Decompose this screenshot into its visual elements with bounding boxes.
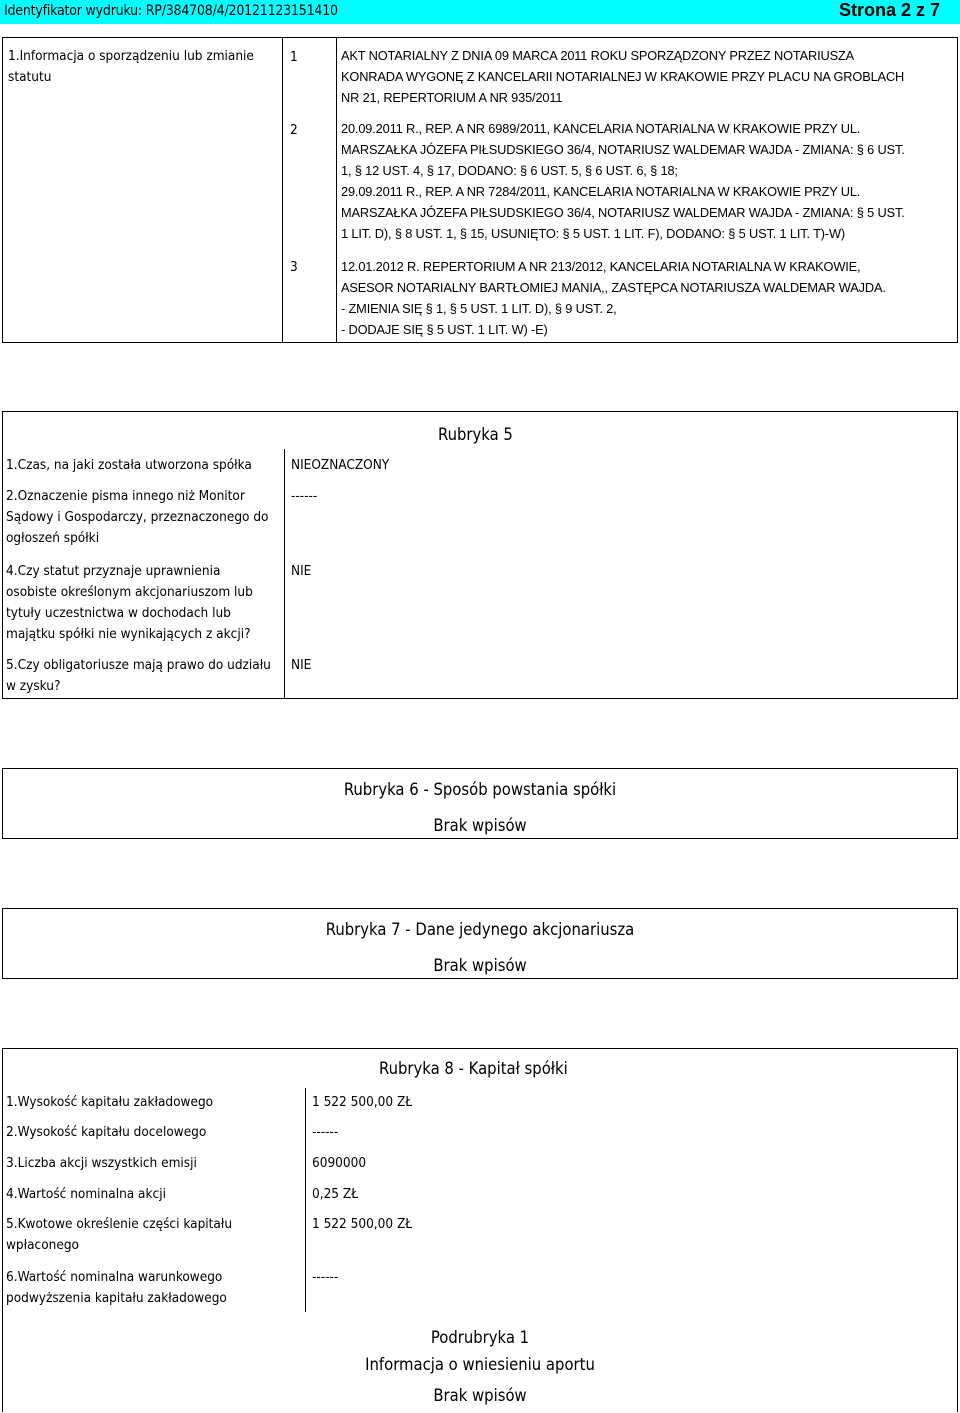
field-value: ------: [312, 1124, 339, 1140]
field-value: 0,25 ZŁ: [312, 1186, 359, 1202]
podrubryka-empty: Brak wpisów: [433, 1386, 527, 1405]
podrubryka-title: Podrubryka 1 Informacja o wniesieniu aportu: [365, 1328, 595, 1374]
field-label: 6.Wartość nominalna warunkowego podwyższenia kapitału zakładowego: [6, 1269, 227, 1306]
field-label: 2.Oznaczenie pisma innego niż Monitor Sądowy i Gospodarczy, przeznaczonego do ogłoszeń spółki: [6, 488, 269, 546]
column-divider: [336, 37, 337, 343]
statute-info-label: 1.Informacja o sporządzeniu lub zmianie statutu: [8, 48, 254, 85]
field-label: 1.Wysokość kapitału zakładowego: [6, 1094, 214, 1110]
entry-text: 12.01.2012 R. REPERTORIUM A NR 213/2012, KANCELARIA NOTARIALNA W KRAKOWIE, ASESOR NOTARIALNY BARTŁOMIEJ MANIA,, ZASTĘPCA NOTARIUSZA WALDEMAR WAJDA. - ZMIENIA SIĘ § 1, § 5 UST. 1 LIT. D), § 9 UST. 2, - DODAJE SIĘ § 5 UST. 1 LIT. W) -E): [341, 259, 886, 337]
rubryka6-title: Rubryka 6 - Sposób powstania spółki: [343, 780, 617, 799]
field-value: NIEOZNACZONY: [291, 457, 390, 473]
column-divider: [282, 37, 283, 343]
entry-text: 20.09.2011 R., REP. A NR 6989/2011, KANCELARIA NOTARIALNA W KRAKOWIE PRZY UL. MARSZAŁKA JÓZEFA PIŁSUDSKIEGO 36/4, NOTARIUSZ WALDEMAR WAJDA - ZMIANA: § 6 UST. 1, § 12 UST. 4, § 17, DODANO: § 6 UST. 5, § 6 UST. 6, § 18; 29.09.2011 R., REP. A NR 7284/2011, KANCELARIA NOTARIALNA W KRAKOWIE PRZY UL. MARSZAŁKA JÓZEFA PIŁSUDSKIEGO 36/4, NOTARIUSZ WALDEMAR WAJDA - ZMIANA: § 5 UST. 1 LIT. D), § 8 UST. 1, § 15, USUNIĘTO: § 5 UST. 1 LIT. F), DODANO: § 5 UST. 1 LIT. T)-W): [341, 121, 905, 241]
field-value: NIE: [291, 563, 312, 579]
rubryka5-title: Rubryka 5: [438, 425, 513, 444]
page-number: Strona 2 z 7: [838, 0, 940, 20]
field-value: 6090000: [312, 1155, 367, 1171]
field-value: 1 522 500,00 ZŁ: [312, 1216, 413, 1232]
field-label: 5.Czy obligatoriusze mają prawo do udziału w zysku?: [6, 657, 271, 694]
print-identifier: Identyfikator wydruku: RP/384708/4/20121123151410: [4, 3, 338, 19]
rubryka7-empty: Brak wpisów: [433, 956, 527, 975]
entry-number: 1: [290, 49, 298, 65]
field-value: ------: [291, 488, 318, 504]
print-header: [0, 0, 960, 24]
field-label: 1.Czas, na jaki została utworzona spółka: [6, 457, 252, 473]
field-label: 4.Wartość nominalna akcji: [6, 1186, 166, 1202]
field-value: 1 522 500,00 ZŁ: [312, 1094, 413, 1110]
entry-number: 3: [290, 259, 298, 275]
field-label: 4.Czy statut przyznaje uprawnienia osobiste określonym akcjonariuszom lub tytuły uczestnictwa w dochodach lub majątku spółki nie wynikających z akcji?: [6, 563, 253, 642]
column-divider: [284, 449, 285, 699]
field-label: 2.Wysokość kapitału docelowego: [6, 1124, 207, 1140]
field-value: ------: [312, 1269, 339, 1285]
column-divider: [305, 1088, 306, 1312]
entry-text: AKT NOTARIALNY Z DNIA 09 MARCA 2011 ROKU SPORZĄDZONY PRZEZ NOTARIUSZA KONRADA WYGONĘ Z KANCELARII NOTARIALNEJ W KRAKOWIE PRZY PLACU NA GROBLACH NR 21, REPERTORIUM A NR 935/2011: [341, 48, 905, 105]
field-label: 5.Kwotowe określenie części kapitału wpłaconego: [6, 1216, 233, 1253]
rubryka6-empty: Brak wpisów: [433, 816, 527, 835]
field-label: 3.Liczba akcji wszystkich emisji: [6, 1155, 197, 1171]
rubryka8-title: Rubryka 8 - Kapitał spółki: [379, 1059, 568, 1078]
field-value: NIE: [291, 657, 312, 673]
entry-number: 2: [290, 122, 298, 138]
rubryka7-title: Rubryka 7 - Dane jedynego akcjonariusza: [325, 920, 635, 939]
